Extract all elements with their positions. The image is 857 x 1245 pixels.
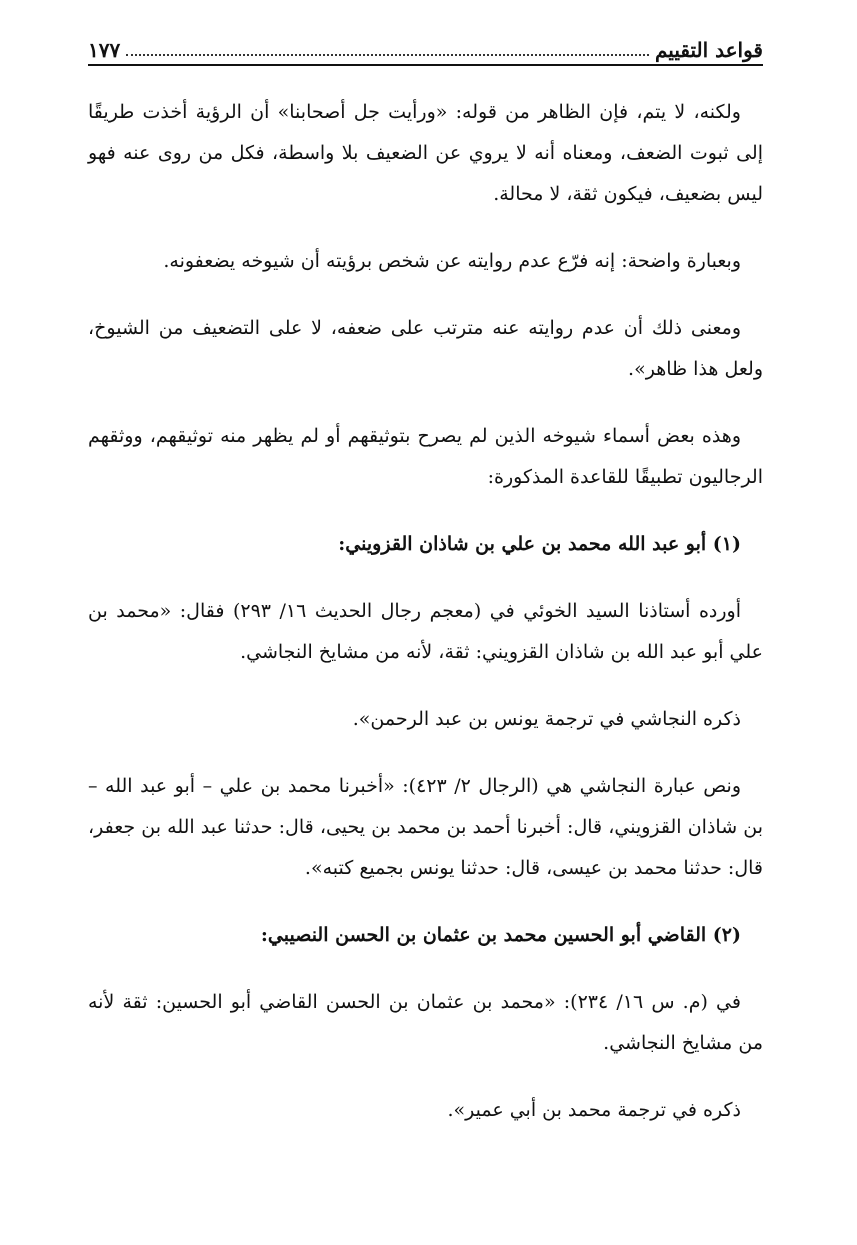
running-header	[88, 30, 763, 66]
section-heading: (١) أبو عبد الله محمد بن علي بن شاذان القزويني:	[338, 533, 741, 555]
section-heading: (٢) القاضي أبو الحسين محمد بن عثمان بن الحسن النصيبي:	[260, 924, 741, 946]
paragraph: في (م. س ١٦/ ٢٣٤): «محمد بن عثمان بن الحسن القاضي أبو الحسين: ثقة لأنه من مشايخ النجاشي.	[88, 991, 763, 1054]
paragraph: وبعبارة واضحة: إنه فرّع عدم روايته عن شخص برؤيته أن شيوخه يضعفونه.	[163, 250, 741, 272]
paragraph: ولكنه، لا يتم، فإن الظاهر من قوله: «ورأيت جل أصحابنا» أن الرؤية أخذت طريقًا إلى ثبوت الضعف، ومعناه أنه لا يروي عن الضعيف بلا واسطة، فكل من روى عنه فهو ليس بضعيف، فيكون ثقة، لا محالة.	[88, 101, 763, 205]
page-number: ١٧٧	[88, 38, 121, 62]
paragraph: ونص عبارة النجاشي هي (الرجال ٢/ ٤٢٣): «أخبرنا محمد بن علي – أبو عبد الله – بن شاذان القزويني، قال: أخبرنا أحمد بن محمد بن يحيى، قال: حدثنا عبد الله بن جعفر، قال: حدثنا محمد بن عيسى، قال: حدثنا يونس بجميع كتبه».	[88, 775, 763, 879]
paragraph: ذكره النجاشي في ترجمة يونس بن عبد الرحمن».	[352, 708, 741, 730]
paragraph: ذكره في ترجمة محمد بن أبي عمير».	[447, 1099, 741, 1121]
document-page	[88, 30, 763, 1155]
header-dotted-leader	[126, 54, 649, 56]
running-header-title: قواعد التقييم	[654, 38, 763, 62]
paragraph: وهذه بعض أسماء شيوخه الذين لم يصرح بتوثيقهم أو لم يظهر منه توثيقهم، ووثقهم الرجاليون تطبيقًا للقاعدة المذكورة:	[88, 425, 763, 488]
paragraph: ومعنى ذلك أن عدم روايته عنه مترتب على ضعفه، لا على التضعيف من الشيوخ، ولعل هذا ظاهر».	[88, 317, 763, 380]
page-body	[88, 92, 763, 1131]
paragraph: أورده أستاذنا السيد الخوئي في (معجم رجال الحديث ١٦/ ٢٩٣) فقال: «محمد بن علي أبو عبد الله بن شاذان القزويني: ثقة، لأنه من مشايخ النجاشي.	[88, 600, 763, 663]
